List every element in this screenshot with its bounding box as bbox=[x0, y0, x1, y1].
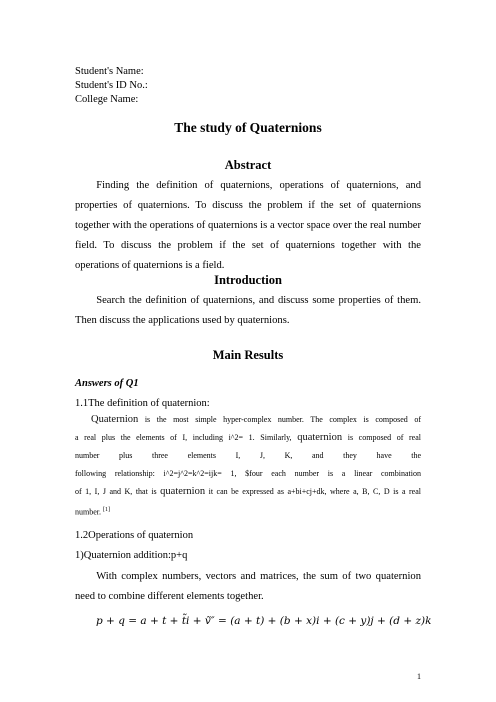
addition-subheading: 1)Quaternion addition:p+q bbox=[75, 550, 188, 561]
definition-line-2: a real plus the elements of I, including i^2= 1. Similarly, quaternion is composed of real bbox=[75, 432, 422, 443]
definition-line-3: number plus three elements I, J, K, and they have the bbox=[75, 451, 421, 460]
page-number: 1 bbox=[417, 672, 421, 681]
addition-paragraph: With complex numbers, vectors and matrices, the sum of two quaternion need to combine different elements together. bbox=[75, 571, 421, 602]
main-results-heading: Main Results bbox=[212, 348, 284, 362]
college-name-label: College Name: bbox=[75, 94, 139, 105]
introduction-paragraph: Search the definition of quaternions, and discuss some properties of them. Then discuss the applications used by quaternions. bbox=[75, 295, 421, 326]
introduction-heading: Introduction bbox=[214, 273, 282, 287]
abstract-paragraph: Finding the definition of quaternions, operations of quaternions, and properties of quaternions. To discuss the problem if the set of quaternions together with the operations of quaternions is a vector space over the real number field. To discuss the problem if the set of quaternions together with the operations of quaternions is a field. bbox=[75, 180, 421, 271]
definition-line-4: following relationship: i^2=j^2=k^2=ijk= 1, $four each number is a linear combination bbox=[75, 469, 421, 478]
document-title: The study of Quaternions bbox=[174, 120, 322, 135]
section-1-1-heading: 1.1The definition of quaternion: bbox=[75, 398, 210, 409]
answers-q1-label: Answers of Q1 bbox=[75, 378, 139, 389]
abstract-heading: Abstract bbox=[224, 158, 272, 172]
addition-equation: p + q = a + t + t̃i + ṽ″ = (a + t) + (b + x)i + (c + y)j + (d + z)k bbox=[96, 615, 432, 627]
section-1-2-heading: 1.2Operations of quaternion bbox=[75, 530, 194, 541]
definition-line-5: of 1, I, J and K, that is quaternion it can be expressed as a+bi+cj+dk, where a, B, C, D is a real bbox=[75, 486, 421, 497]
student-id-label: Student's ID No.: bbox=[75, 80, 148, 91]
citation-marker: [1] bbox=[103, 507, 110, 513]
student-name-label: Student's Name: bbox=[75, 66, 144, 77]
definition-term: Quaternion bbox=[91, 414, 139, 425]
definition-line-1: Quaternion is the most simple hyper-complex number. The complex is composed of bbox=[91, 414, 422, 425]
definition-line-6: number. [1] bbox=[75, 507, 110, 517]
